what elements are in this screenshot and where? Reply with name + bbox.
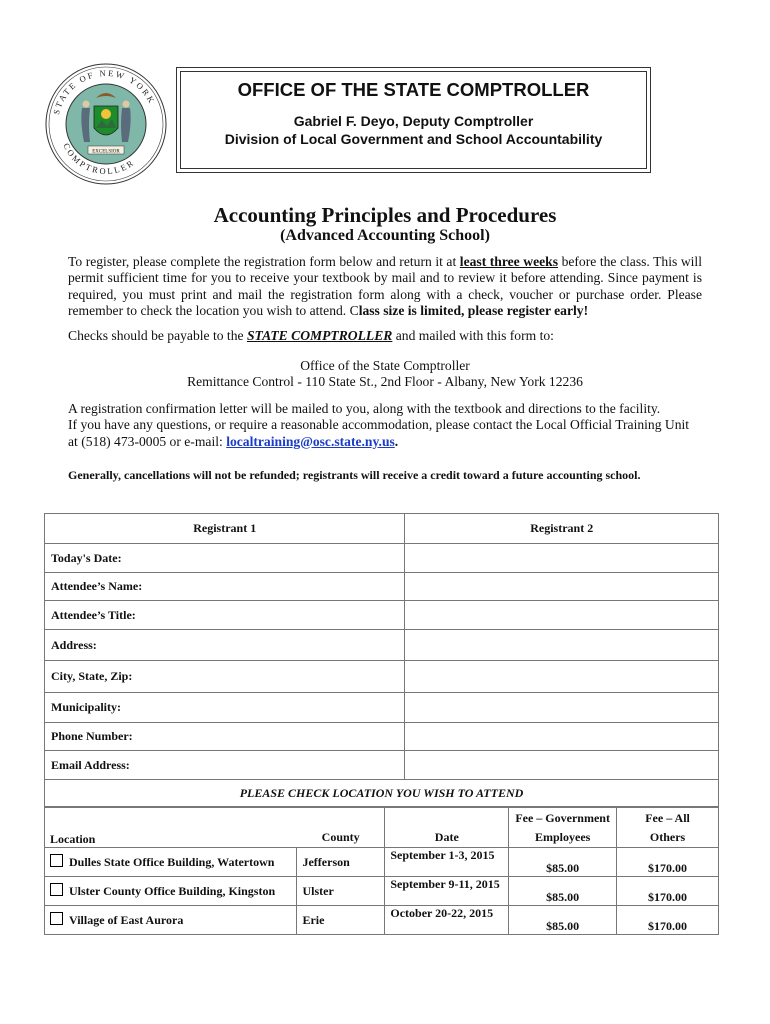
fee-all-col-header: Fee – All Others bbox=[617, 807, 719, 848]
location-prompt: PLEASE CHECK LOCATION YOU WISH TO ATTEND bbox=[45, 780, 719, 808]
registrant-1-header: Registrant 1 bbox=[45, 514, 405, 544]
registration-instructions: To register, please complete the registration form below and return it at least three weeks before the class. This will permit sufficient time for you to receive your textbook by mail and to review it before attending. Since payment is required, you must print and mail the registration form along with a check, voucher or purchase order. Please remember to check the location you wish to attend. Class size is limited, please register early! bbox=[68, 254, 702, 318]
address-field-2[interactable] bbox=[405, 630, 719, 661]
fee-government: $85.00 bbox=[509, 877, 617, 906]
location-row bbox=[45, 906, 719, 935]
attendee-title-field-2[interactable] bbox=[405, 601, 719, 630]
document-title: Accounting Principles and Procedures bbox=[213, 203, 557, 227]
county: Erie bbox=[297, 906, 385, 935]
mailing-address-line1: Office of the State Comptroller bbox=[300, 358, 470, 373]
email-address-field-2[interactable] bbox=[405, 751, 719, 780]
county: Jefferson bbox=[297, 848, 385, 877]
municipality-field[interactable]: Municipality: bbox=[45, 693, 405, 723]
payment-instructions: Checks should be payable to the STATE COMPTROLLER and mailed with this form to: bbox=[68, 328, 554, 343]
location-east-aurora[interactable]: Village of East Aurora bbox=[45, 906, 297, 935]
svg-text:EXCELSIOR: EXCELSIOR bbox=[92, 149, 120, 155]
county-col-header: County bbox=[297, 807, 385, 848]
city-state-zip-field-2[interactable] bbox=[405, 661, 719, 693]
attendee-title-field[interactable]: Attendee’s Title: bbox=[45, 601, 405, 630]
attendee-name-field-2[interactable] bbox=[405, 573, 719, 601]
county: Ulster bbox=[297, 877, 385, 906]
date: October 20-22, 2015 bbox=[385, 906, 509, 935]
fee-government-col-header: Fee – Government Employees bbox=[509, 807, 617, 848]
fee-all: $170.00 bbox=[617, 848, 719, 877]
office-title: OFFICE OF THE STATE COMPTROLLER bbox=[237, 79, 590, 100]
fee-all: $170.00 bbox=[617, 906, 719, 935]
fee-government: $85.00 bbox=[509, 848, 617, 877]
document-subtitle: (Advanced Accounting School) bbox=[280, 227, 490, 244]
checkbox[interactable] bbox=[50, 854, 63, 867]
phone-number-field-2[interactable] bbox=[405, 723, 719, 751]
phone-number-field[interactable]: Phone Number: bbox=[45, 723, 405, 751]
location-table bbox=[44, 806, 719, 935]
date: September 9-11, 2015 bbox=[385, 877, 509, 906]
registration-table bbox=[44, 513, 719, 808]
city-state-zip-field[interactable]: City, State, Zip: bbox=[45, 661, 405, 693]
address-field[interactable]: Address: bbox=[45, 630, 405, 661]
location-row bbox=[45, 848, 719, 877]
cancellation-policy: Generally, cancellations will not be refunded; registrants will receive a credit toward a future accounting school. bbox=[68, 468, 641, 482]
registrant-2-header: Registrant 2 bbox=[405, 514, 719, 544]
svg-text:STATE OF NEW YORK: STATE OF NEW YORK bbox=[50, 67, 158, 116]
location-col-header: Location bbox=[45, 807, 297, 848]
confirmation-info: A registration confirmation letter will be mailed to you, along with the textbook and directions to the facility. If you have any questions, or require a reasonable accommodation, please contact the Local Official Training Unit at (518) 473-0005 or e-mail: localtraining@osc.state.ny.us. bbox=[68, 401, 690, 449]
location-watertown[interactable]: Dulles State Office Building, Watertown bbox=[45, 848, 297, 877]
attendee-name-field[interactable]: Attendee’s Name: bbox=[45, 573, 405, 601]
header-box bbox=[176, 67, 651, 173]
svg-text:COMPTROLLER: COMPTROLLER bbox=[61, 141, 137, 177]
checkbox[interactable] bbox=[50, 912, 63, 925]
fee-all: $170.00 bbox=[617, 877, 719, 906]
state-comptroller-seal bbox=[44, 62, 168, 186]
checkbox[interactable] bbox=[50, 883, 63, 896]
deadline-emphasis: least three weeks bbox=[459, 254, 559, 269]
todays-date-field[interactable]: Today's Date: bbox=[45, 544, 405, 573]
municipality-field-2[interactable] bbox=[405, 693, 719, 723]
mailing-address-line2: Remittance Control - 110 State St., 2nd Floor - Albany, New York 12236 bbox=[187, 374, 583, 389]
date: September 1-3, 2015 bbox=[385, 848, 509, 877]
todays-date-field-2[interactable] bbox=[405, 544, 719, 573]
location-row bbox=[45, 877, 719, 906]
location-kingston[interactable]: Ulster County Office Building, Kingston bbox=[45, 877, 297, 906]
payee: STATE COMPTROLLER bbox=[246, 328, 393, 343]
email-address-field[interactable]: Email Address: bbox=[45, 751, 405, 780]
header-inner-frame bbox=[180, 71, 647, 169]
date-col-header: Date bbox=[385, 807, 509, 848]
contact-email-link[interactable]: localtraining@osc.state.ny.us bbox=[226, 433, 395, 449]
deputy-comptroller: Gabriel F. Deyo, Deputy Comptroller bbox=[293, 113, 534, 129]
fee-government: $85.00 bbox=[509, 906, 617, 935]
division-name: Division of Local Government and School Accountability bbox=[224, 131, 603, 147]
